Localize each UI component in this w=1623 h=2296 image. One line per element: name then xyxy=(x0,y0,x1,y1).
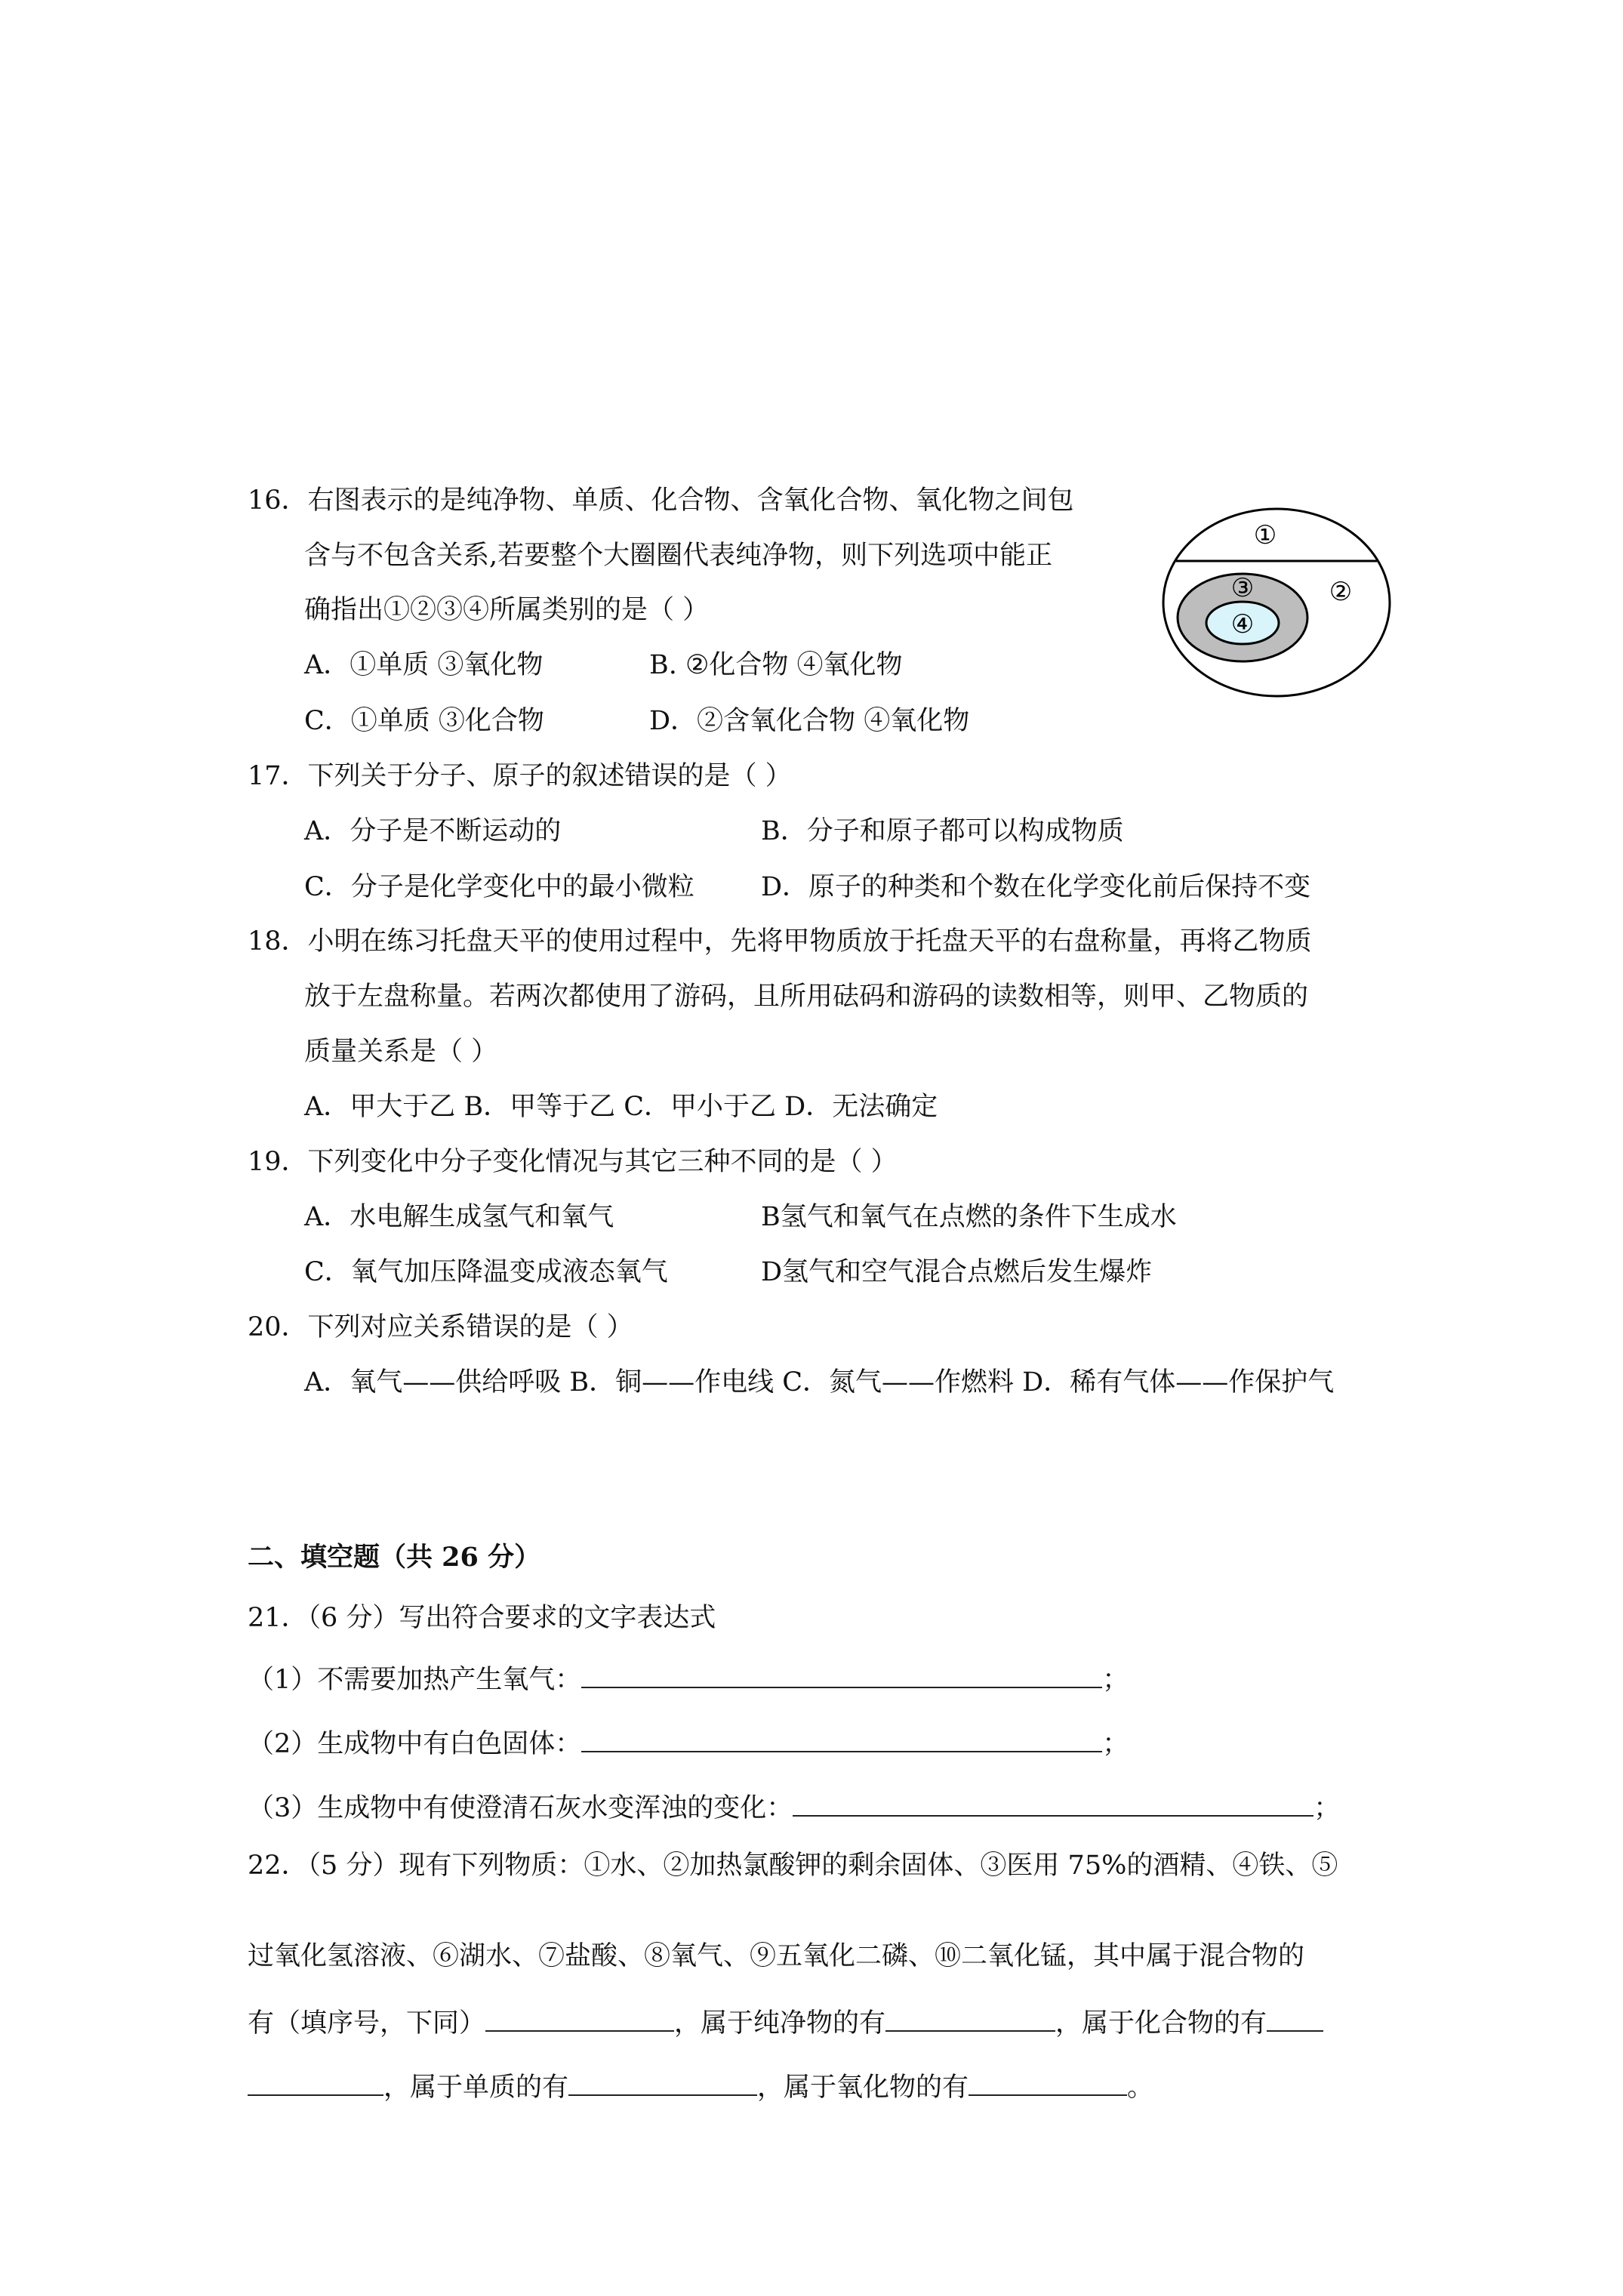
q21-item-2-label: （2）生成物中有白色固体： xyxy=(248,1729,582,1759)
q18-options: A．甲大于乙 B．甲等于乙 C．甲小于乙 D．无法确定 xyxy=(304,1092,938,1122)
q22-text-4: ，属于单质的有 xyxy=(383,2073,569,2103)
q16-stem-line2: 含与不包含关系,若要整个大圈圈代表纯净物，则下列选项中能正 xyxy=(304,541,1053,571)
diagram-label-1: ① xyxy=(1253,520,1277,550)
section-title: 二、填空题（共 26 分） xyxy=(248,1542,541,1573)
q19-option-a: A．水电解生成氢气和氧气 xyxy=(304,1202,614,1232)
q21-item-1 xyxy=(248,1661,1129,1697)
q19-option-c: C．氧气加压降温变成液态氧气 xyxy=(304,1257,668,1287)
q22-text-3: ，属于化合物的有 xyxy=(1055,2008,1267,2039)
answer-blank[interactable] xyxy=(793,1789,1313,1817)
answer-blank-compounds-cont[interactable] xyxy=(248,2069,383,2096)
q16-option-c: C．①单质 ③化合物 xyxy=(304,706,544,736)
q16-option-d: D．②含氧化合物 ④氧化物 xyxy=(649,706,970,736)
q20-options: A．氧气——供给呼吸 B．铜——作电线 C．氮气——作燃料 D．稀有气体——作保护气 xyxy=(304,1367,1335,1398)
q21-item-3-end: ； xyxy=(1313,1793,1341,1823)
q17-option-b: B．分子和原子都可以构成物质 xyxy=(761,816,1124,846)
q21-item-1-end: ； xyxy=(1102,1665,1129,1695)
diagram-label-4: ④ xyxy=(1230,609,1255,639)
q22-text-1: 有（填序号，下同） xyxy=(248,2008,486,2039)
q18-stem-line3: 质量关系是（ ） xyxy=(304,1037,498,1067)
q18-stem-line2: 放于左盘称量。若两次都使用了游码，且所用砝码和游码的读数相等，则甲、乙物质的 xyxy=(304,982,1309,1012)
q22-line4 xyxy=(248,2069,1153,2105)
diagram-label-3: ③ xyxy=(1230,573,1255,603)
set-relation-diagram xyxy=(1160,504,1394,701)
q22-line3 xyxy=(248,2005,1323,2041)
q21-item-3 xyxy=(248,1789,1340,1826)
q22-text-6: 。 xyxy=(1127,2073,1154,2103)
q16-stem-line1: 16．右图表示的是纯净物、单质、化合物、含氧化合物、氧化物之间包 xyxy=(248,485,1074,516)
answer-blank[interactable] xyxy=(581,1725,1102,1752)
q21-item-2 xyxy=(248,1725,1129,1761)
q22-stem-line1: 22．（5 分）现有下列物质：①水、②加热氯酸钾的剩余固体、③医用 75%的酒精、④铁、⑤ xyxy=(248,1851,1338,1881)
answer-blank[interactable] xyxy=(581,1661,1102,1688)
q16-stem-line3: 确指出①②③④所属类别的是（ ） xyxy=(304,595,710,625)
q17-option-c: C．分子是化学变化中的最小微粒 xyxy=(304,872,694,902)
q22-text-2: ，属于纯净物的有 xyxy=(674,2008,886,2039)
q22-stem-line2: 过氧化氢溶液、⑥湖水、⑦盐酸、⑧氧气、⑨五氧化二磷、⑩二氧化锰，其中属于混合物的 xyxy=(248,1941,1305,1971)
answer-blank-pure[interactable] xyxy=(885,2005,1055,2032)
q22-text-5: ，属于氧化物的有 xyxy=(757,2073,969,2103)
q17-option-a: A．分子是不断运动的 xyxy=(304,816,562,846)
q21-stem: 21．（6 分）写出符合要求的文字表达式 xyxy=(248,1603,716,1633)
q19-stem: 19．下列变化中分子变化情况与其它三种不同的是（ ） xyxy=(248,1147,898,1177)
answer-blank-oxides[interactable] xyxy=(969,2069,1127,2096)
q16-option-a: A．①单质 ③氧化物 xyxy=(304,650,544,680)
answer-blank-mixtures[interactable] xyxy=(485,2005,674,2032)
q17-option-d: D．原子的种类和个数在化学变化前后保持不变 xyxy=(761,872,1311,902)
answer-blank-elements[interactable] xyxy=(568,2069,757,2096)
q20-stem: 20．下列对应关系错误的是（ ） xyxy=(248,1312,633,1342)
q16-option-b: B. ②化合物 ④氧化物 xyxy=(649,650,903,680)
answer-blank-compounds[interactable] xyxy=(1267,2005,1323,2032)
diagram-label-2: ② xyxy=(1329,577,1353,607)
q21-item-1-label: （1）不需要加热产生氧气： xyxy=(248,1665,582,1695)
q21-item-2-end: ； xyxy=(1102,1729,1129,1759)
q21-item-3-label: （3）生成物中有使澄清石灰水变浑浊的变化： xyxy=(248,1793,793,1823)
q18-stem-line1: 18．小明在练习托盘天平的使用过程中，先将甲物质放于托盘天平的右盘称量，再将乙物质 xyxy=(248,926,1312,957)
q19-option-d: D氢气和空气混合点燃后发生爆炸 xyxy=(761,1257,1153,1287)
q19-option-b: B氢气和氧气在点燃的条件下生成水 xyxy=(761,1202,1177,1232)
q17-stem: 17．下列关于分子、原子的叙述错误的是（ ） xyxy=(248,761,792,791)
